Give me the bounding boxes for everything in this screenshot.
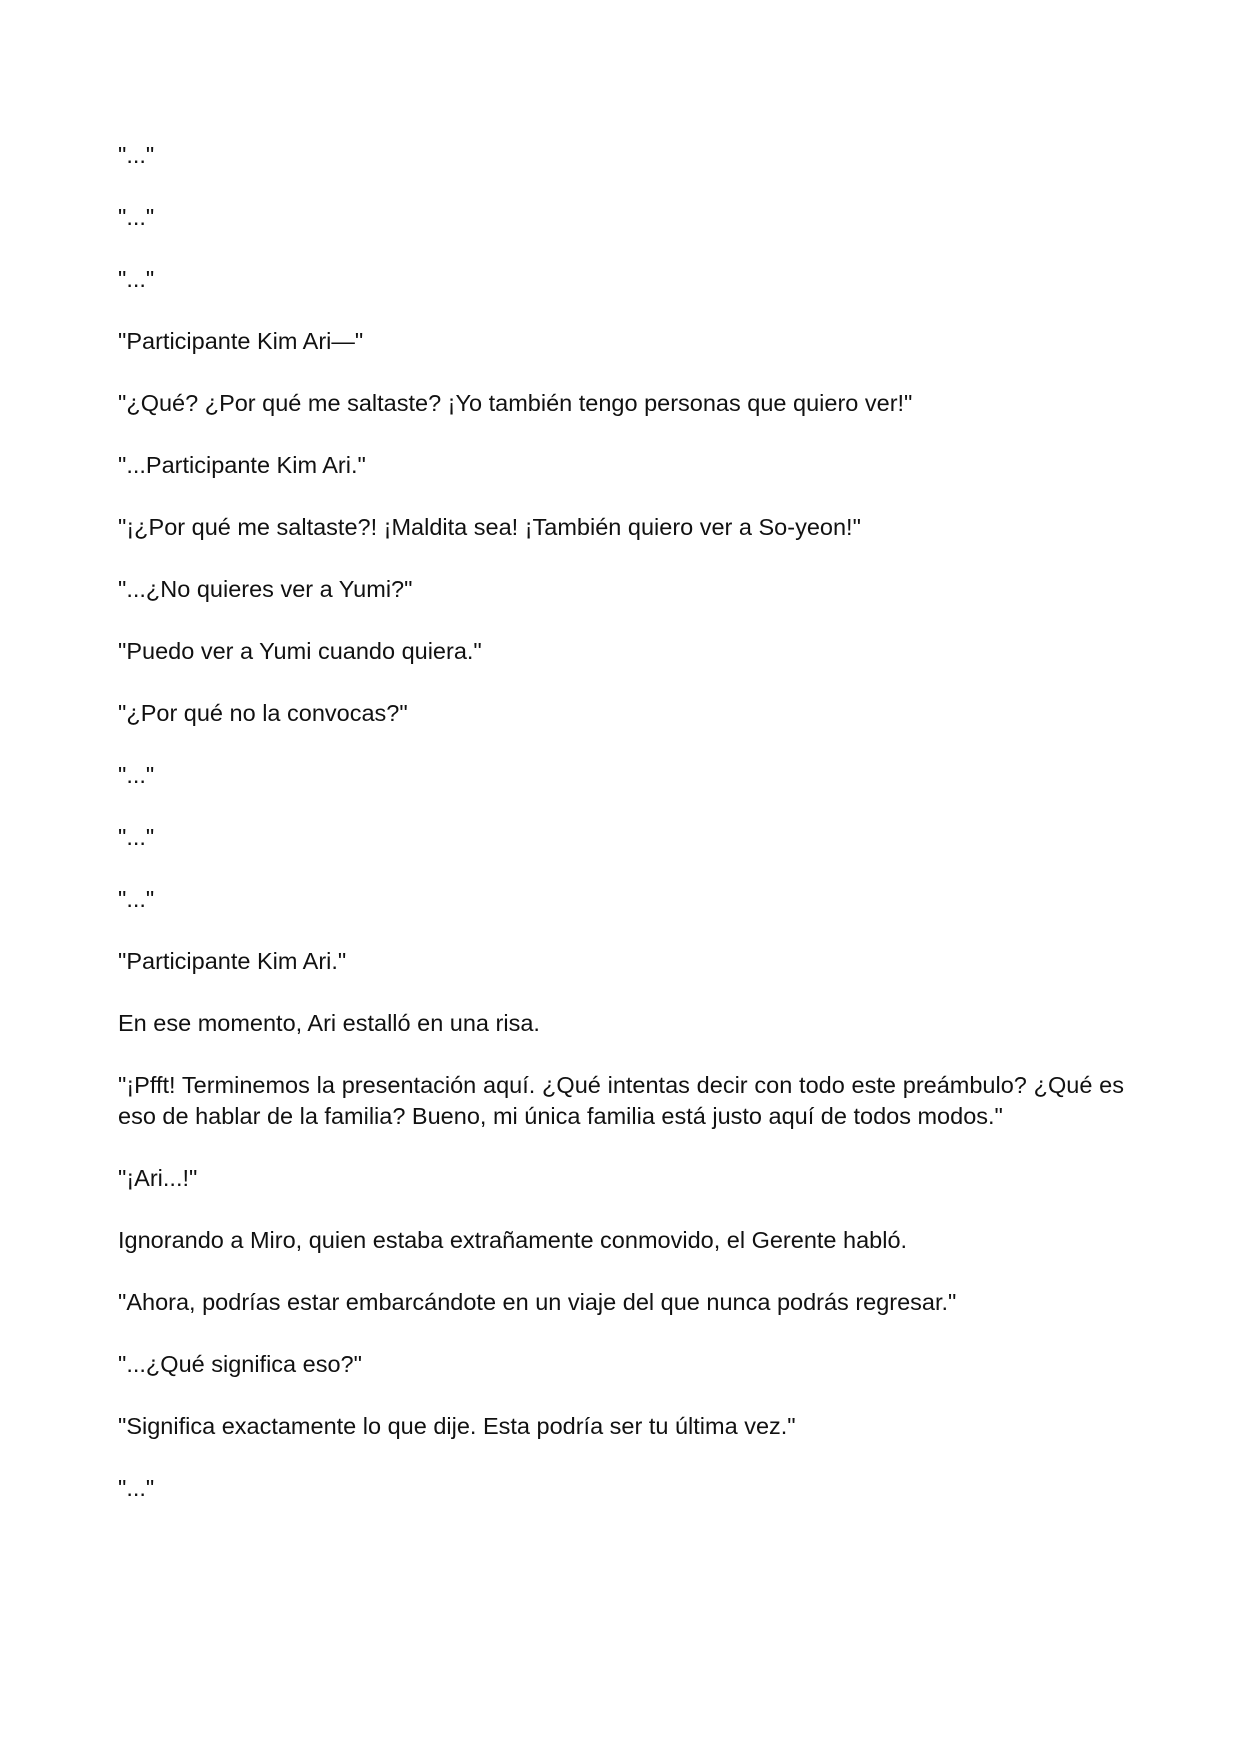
dialogue-line: "...¿No quieres ver a Yumi?" (118, 576, 413, 602)
dialogue-line: "Puedo ver a Yumi cuando quiera." (118, 638, 482, 664)
dialogue-line: "..." (118, 204, 155, 230)
dialogue-line: "¿Por qué no la convocas?" (118, 700, 408, 726)
dialogue-line: "Participante Kim Ari—" (118, 328, 364, 354)
dialogue-line: "¡Pfft! Terminemos la presentación aquí. ¿Qué intentas decir con todo este preámbulo? ¿Qué es eso de hablar de la familia? Bueno, mi única familia está justo aquí de todos modos." (118, 1072, 1124, 1129)
narration-paragraph: En ese momento, Ari estalló en una risa. (118, 1010, 540, 1036)
dialogue-line: "..." (118, 1475, 155, 1501)
dialogue-line: "..." (118, 266, 155, 292)
dialogue-line: "Participante Kim Ari." (118, 948, 347, 974)
dialogue-line: "¡Ari...!" (118, 1165, 198, 1191)
dialogue-line: "..." (118, 762, 155, 788)
dialogue-line: "Significa exactamente lo que dije. Esta podría ser tu última vez." (118, 1413, 796, 1439)
dialogue-line: "¡¿Por qué me saltaste?! ¡Maldita sea! ¡También quiero ver a So-yeon!" (118, 514, 861, 540)
narration-paragraph: Ignorando a Miro, quien estaba extrañamente conmovido, el Gerente habló. (118, 1227, 908, 1253)
document-body (118, 140, 1124, 1535)
dialogue-line: "Ahora, podrías estar embarcándote en un viaje del que nunca podrás regresar." (118, 1289, 957, 1315)
dialogue-line: "...Participante Kim Ari." (118, 452, 366, 478)
dialogue-line: "..." (118, 886, 155, 912)
dialogue-line: "..." (118, 142, 155, 168)
dialogue-line: "...¿Qué significa eso?" (118, 1351, 362, 1377)
dialogue-line: "..." (118, 824, 155, 850)
dialogue-line: "¿Qué? ¿Por qué me saltaste? ¡Yo también tengo personas que quiero ver!" (118, 390, 913, 416)
